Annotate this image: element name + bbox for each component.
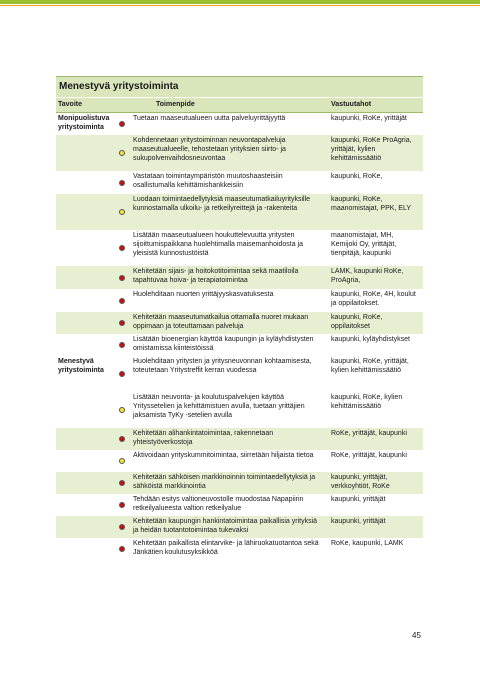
- red-status-dot-icon: [119, 275, 125, 281]
- red-status-dot-icon: [119, 480, 125, 486]
- table-row: [56, 516, 423, 538]
- row-responsible: kaupunki, RoKe, 4H, koulut ja oppilaitokset.: [331, 291, 416, 307]
- header-goal: Tavoite: [58, 101, 82, 108]
- table-row: [56, 312, 423, 334]
- row-responsible: RoKe, yrittäjät, kaupunki: [331, 430, 407, 437]
- row-action: Kehitetään maaseutumatkailua ottamalla nuoret mukaan oppimaan ja toteuttamaan palveluja: [133, 314, 309, 330]
- row-action: Vastataan toimintaympäristön muutoshaasteisiin osallistumalla kehittämishankkeisiin: [133, 173, 283, 189]
- table-row: [56, 494, 423, 516]
- row-responsible: RoKe, kaupunki, LAMK: [331, 540, 404, 547]
- row-responsible: LAMK, kaupunki RoKe, ProAgria,: [331, 268, 404, 284]
- header-action: Toimenpide: [156, 101, 195, 108]
- row-action: Luodaan toimintaedellytyksiä maaseutumatkailuyrityksille kunnostamalla ulkoilu- ja retkeilyreittejä ja -rakenteita: [133, 196, 311, 212]
- table-row: [56, 428, 423, 450]
- red-status-dot-icon: [119, 245, 125, 251]
- row-action: Kehitetään paikallista elintarvike- ja lähiruokatuotantoa sekä Jänkätien koulutusyksikköä: [133, 540, 319, 556]
- table-row: [56, 334, 423, 356]
- row-action: Lisätään neuvonta- ja koulutuspalvelujen käyttöä Yrityssetelien ja kehittämistuen avulla, tuetaan yrittäjien jaksamista TyKy -setelien avulla: [133, 394, 305, 419]
- yellow-status-dot-icon: [119, 150, 125, 156]
- row-action: Lisätään bioenergian käyttöä kaupungin ja kyläyhdistysten omistamissa kiinteistöissä: [133, 336, 314, 352]
- row-responsible: kaupunki, RoKe,: [331, 173, 383, 180]
- row-responsible: kaupunki, RoKe, oppilaitokset: [331, 314, 383, 330]
- red-status-dot-icon: [119, 121, 125, 127]
- plan-table: [56, 76, 423, 560]
- red-status-dot-icon: [119, 436, 125, 442]
- red-status-dot-icon: [119, 502, 125, 508]
- section-title: Menestyvä yritystoiminta: [56, 76, 423, 97]
- row-responsible: RoKe, yrittäjät, kaupunki: [331, 452, 407, 459]
- header-responsible: Vastuutahot: [331, 101, 372, 108]
- row-action: Kehitetään sähköisen markkinoinnin toimintaedellytyksiä ja sähköistä markkinointia: [133, 474, 316, 490]
- row-responsible: kaupunki, RoKe, maanomistajat, PPK, ELY: [331, 196, 412, 212]
- row-responsible: kaupunki, yrittäjät, verkkoyhtiöt, RoKe: [331, 474, 390, 490]
- row-action: Huolehditaan yritysten ja yritysneuvonnan kohtaamisesta, toteutetaan Yritystreffit kerran vuodessa: [133, 358, 312, 374]
- row-responsible: kaupunki, RoKe, yrittäjät: [331, 115, 407, 122]
- yellow-status-dot-icon: [119, 458, 125, 464]
- top-green-band: [0, 0, 480, 4]
- red-status-dot-icon: [119, 524, 125, 530]
- row-action: Aktivoidaan yrityskummitoimintaa, siirretään hiljaista tietoa: [133, 452, 314, 459]
- row-action: Huolehditaan nuorten yrittäjyyskasvatuksesta: [133, 291, 274, 298]
- row-action: Kehitetään sijais- ja hoitokotitoimintaa sekä maatiloila tapahtuvaa hoiva- ja terapiatoimintaa: [133, 268, 299, 284]
- row-responsible: kaupunki, kyläyhdistykset: [331, 336, 410, 343]
- table-row: [56, 266, 423, 289]
- table-row: [56, 289, 423, 312]
- table-row: [56, 392, 423, 428]
- table-row: [56, 538, 423, 560]
- row-responsible: kaupunki, yrittäjät: [331, 496, 386, 503]
- top-orange-line: [0, 5, 480, 6]
- row-action: Lisätään maaseutualueen houkuttelevuutta yritysten sijoittumispaikkana huolehtimalla maisemanhoidosta ja yleisistä kunnostustöistä: [133, 232, 304, 257]
- row-responsible: maanomistajat, MH, Kemijoki Oy, yrittäjät, tienpitäjä, kaupunki: [331, 232, 397, 257]
- table-row: [56, 194, 423, 230]
- row-action: Kohdennetaan yritystoiminnan neuvontapalveluja maaseutualueelle, tehostetaan yrityksien siirto- ja sukupolvenvaihdosneuvontaa: [133, 137, 286, 162]
- row-responsible: kaupunki, RoKe, kylien kehittämissäätiö: [331, 394, 403, 410]
- table-row: [56, 356, 423, 392]
- row-responsible: kaupunki, yrittäjät: [331, 518, 386, 525]
- table-header: [56, 98, 423, 113]
- table-row: [56, 171, 423, 194]
- page-number: 45: [412, 631, 421, 640]
- row-action: Tuetaan maaseutualueen uutta palveluyrittäjyyttä: [133, 115, 286, 122]
- row-action: Kehitetään alihankintatoimintaa, rakennetaan yhteistyöverkostoja: [133, 430, 274, 446]
- red-status-dot-icon: [119, 342, 125, 348]
- red-status-dot-icon: [119, 320, 125, 326]
- yellow-status-dot-icon: [119, 407, 125, 413]
- red-status-dot-icon: [119, 180, 125, 186]
- table-row: [56, 450, 423, 472]
- red-status-dot-icon: [119, 298, 125, 304]
- row-responsible: kaupunki, RoKe ProAgria, yrittäjät, kylien kehittämissäätiö: [331, 137, 412, 162]
- row-responsible: kaupunki, RoKe, yrittäjät, kylien kehittämissäätiö: [331, 358, 409, 374]
- row-action: Tehdään esitys valtioneuvostolle muodostaa Napapiirin retkeilyalueesta valtion retkeilyalue: [133, 496, 304, 512]
- table-row: [56, 135, 423, 171]
- table-row: [56, 472, 423, 494]
- table-body: [56, 113, 423, 560]
- row-goal: Monipuolistuva yritystoiminta: [58, 115, 110, 131]
- table-row: [56, 230, 423, 266]
- red-status-dot-icon: [119, 546, 125, 552]
- table-row: [56, 113, 423, 135]
- yellow-status-dot-icon: [119, 209, 125, 215]
- row-goal: Menestyvä yritystoiminta: [58, 358, 104, 374]
- red-status-dot-icon: [119, 371, 125, 377]
- row-action: Kehitetään kaupungin hankintatoimintaa paikallisia yrityksiä ja heidän tuotantotoimintaa tukevaksi: [133, 518, 318, 534]
